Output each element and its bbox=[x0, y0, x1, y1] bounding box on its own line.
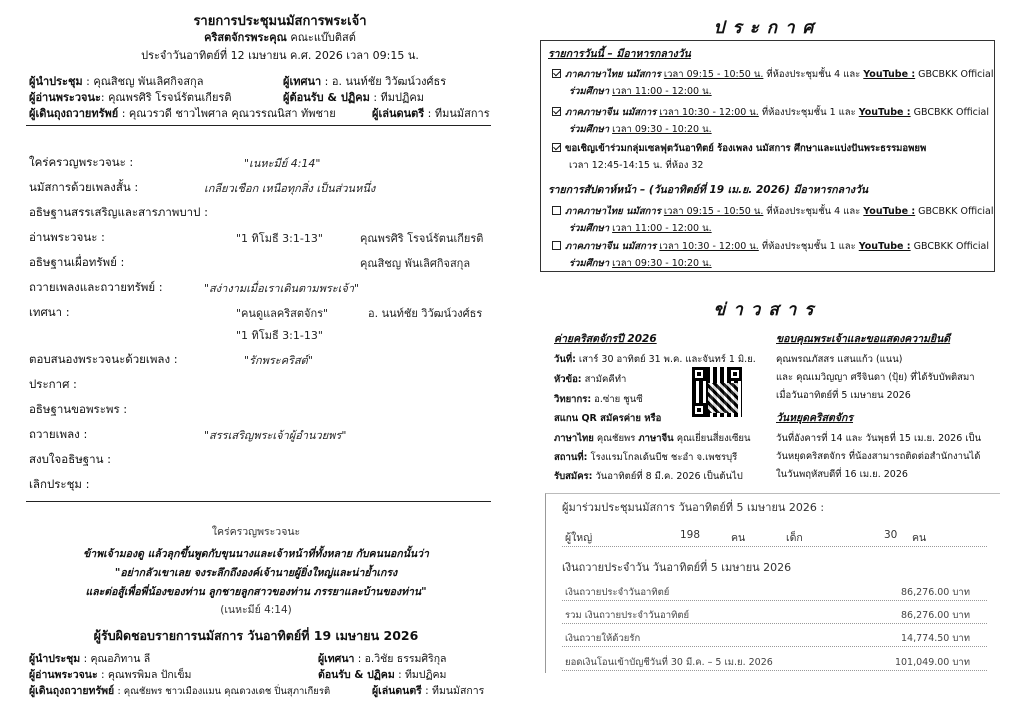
role-greeter-label: ผู้ต้อนรับ & ปฏิคม bbox=[283, 91, 370, 104]
role-reader-label: ผู้อ่านพระวจนะ bbox=[29, 91, 101, 104]
today-heading: รายการวันนี้ – มีอาหารกลางวัน bbox=[548, 48, 691, 60]
attendance-title: ผู้มาร่วมประชุมนมัสการ วันอาทิตย์ที่ 5 เมษายน 2026 : bbox=[562, 501, 825, 514]
next-leader-value: : คุณอภิทาน ลี bbox=[83, 653, 151, 665]
offering-row-value: 86,276.00 บาท bbox=[901, 587, 970, 598]
role-greeter-value: : ทีมปฏิคม bbox=[369, 91, 425, 104]
item-service: ภาคภาษาจีน นมัสการ bbox=[565, 241, 657, 252]
order-label: เลิกประชุม : bbox=[29, 477, 90, 491]
item-place: ที่ห้องประชุมชั้น 4 และ bbox=[763, 69, 864, 80]
bulletin-title: รายการประชุมนมัสการพระเจ้า bbox=[193, 14, 367, 29]
camp-venue-value: โรงแรมโกลเด้นบีช ชะอำ จ.เพชรบุรี bbox=[587, 452, 738, 463]
camp-topic-value: สามัคคีทำ bbox=[581, 374, 627, 385]
camp-contact bbox=[554, 431, 751, 446]
item-place: ที่ห้องประชุมชั้น 1 และ bbox=[758, 241, 859, 252]
camp-scan: สแกน QR สมัครค่าย หรือ bbox=[554, 413, 662, 424]
order-label: ตอบสนองพระวจนะด้วยเพลง : bbox=[29, 352, 178, 366]
study-label: ร่วมศึกษา bbox=[569, 258, 610, 269]
contact-chinese-value: คุณเยี่ยนสี่ยงเซียน bbox=[673, 433, 751, 444]
cell-invite-time: เวลา 12:45-14:15 น. ที่ห้อง 32 bbox=[569, 160, 704, 171]
thanks-line: และ คุณเมวิญญา ศรีจินดา (ปุ้ย) ที่ได้รับบัพติสมา bbox=[776, 372, 975, 383]
order-detail: "สง่างามเมื่อเราเดินตามพระเจ้า" bbox=[204, 282, 360, 295]
divider bbox=[562, 546, 987, 547]
adult-count: 198 bbox=[680, 529, 701, 541]
camp-date bbox=[554, 352, 756, 367]
offering-row-value: 101,049.00 บาท bbox=[894, 657, 970, 668]
item-service: ภาคภาษาไทย นมัสการ bbox=[565, 69, 661, 80]
camp-speaker bbox=[554, 392, 643, 407]
item-service: ภาคภาษาจีน นมัสการ bbox=[565, 107, 657, 118]
next-week-item-study bbox=[569, 256, 712, 271]
camp-topic bbox=[554, 372, 626, 387]
next-preacher-value: : อ.วิชัย ธรรมศิริกุล bbox=[357, 653, 447, 665]
camp-date-value: เสาร์ 30 อาทิตย์ 31 พ.ค. และจันทร์ 1 มิ.ย. bbox=[575, 354, 756, 365]
order-label: นมัสการด้วยเพลงสั้น : bbox=[29, 180, 139, 194]
role-music-value: : ทีมนมัสการ bbox=[424, 107, 490, 120]
role-leader-value: : คุณสิชญ พันเลิศกิจสกุล bbox=[82, 75, 204, 88]
qr-modules bbox=[708, 383, 738, 413]
youtube-link[interactable]: YouTube : bbox=[858, 107, 911, 118]
verse-line-2: "อย่ากลัวเขาเลย จงระลึกถึงองค์เจ้านายผู้ยิ่งใหญ่และน่าย้ำเกรง bbox=[114, 567, 398, 579]
child-count: 30 bbox=[884, 529, 898, 541]
order-detail: เกลียวเชือก เหนือทุกสิ่ง เป็นส่วนหนึ่ง bbox=[204, 182, 376, 195]
next-greeter bbox=[318, 666, 446, 683]
next-reader bbox=[29, 666, 191, 683]
news-title: ข่าวสาร bbox=[713, 300, 822, 320]
next-leader bbox=[29, 650, 150, 667]
role-offering-value: : คุณวรวดี ชาวไพศาล คุณวรรณนิสา ทัพชาย bbox=[118, 107, 336, 120]
study-time: เวลา 09:30 - 10:20 น. bbox=[612, 258, 712, 269]
next-week-heading: รายการสัปดาห์หน้า – (วันอาทิตย์ที่ 19 เม.ย. 2026) มีอาหารกลางวัน bbox=[548, 184, 869, 196]
contact-thai-value: คุณชัยพร bbox=[593, 433, 639, 444]
offering-row-value: 86,276.00 บาท bbox=[901, 610, 970, 621]
item-service: ภาคภาษาไทย นมัสการ bbox=[565, 206, 661, 217]
offering-row-label: รวม เงินถวายประจำวันอาทิตย์ bbox=[565, 610, 690, 621]
next-week-title: ผู้รับผิดชอบรายการนมัสการ วันอาทิตย์ที่ 19 เมษายน 2026 bbox=[93, 628, 419, 643]
church-name bbox=[0, 28, 560, 46]
holiday-line: วันที่อังคารที่ 14 และ วันพุธที่ 15 เม.ย. 2026 เป็น bbox=[776, 433, 982, 444]
holiday-line: วันหยุดคริสตจักร ที่น้องสามารถติดต่อสำนักงานได้ bbox=[776, 451, 981, 462]
child-label: เด็ก bbox=[786, 532, 803, 544]
order-label: ประกาศ : bbox=[29, 377, 77, 391]
adult-unit: คน bbox=[731, 532, 746, 544]
order-label: สงบใจอธิษฐาน : bbox=[29, 452, 111, 466]
thanks-line: คุณพรณภัสสร แสนแก้ว (แนน) bbox=[776, 354, 903, 365]
next-greeter-value: : ทีมปฏิคม bbox=[398, 669, 447, 681]
order-detail: "คนดูแลคริสตจักร" bbox=[236, 307, 329, 320]
camp-register-value: วันอาทิตย์ที่ 8 มี.ค. 2026 เป็นต้นไป bbox=[592, 471, 743, 482]
study-label: ร่วมศึกษา bbox=[569, 223, 610, 234]
contact-thai-label: ภาษาไทย bbox=[554, 433, 594, 444]
camp-heading: ค่ายคริสตจักรปี 2026 bbox=[554, 333, 657, 345]
order-person: คุณสิชญ พันเลิศกิจสกุล bbox=[360, 257, 471, 270]
thanks-heading: ขอบคุณพระเจ้าและขอแสดงความยินดี bbox=[776, 333, 951, 345]
camp-register-label: รับสมัคร: bbox=[554, 471, 593, 482]
youtube-link[interactable]: YouTube : bbox=[858, 241, 911, 252]
order-divider bbox=[26, 501, 491, 502]
role-leader-label: ผู้นำประชุม bbox=[29, 75, 83, 88]
order-detail: "เนหะมีย์ 4:14" bbox=[244, 157, 321, 170]
next-leader-label: ผู้นำประชุม bbox=[29, 653, 81, 665]
order-person: คุณพรศิริ โรจน์รัตนเกียรติ bbox=[360, 232, 484, 245]
item-channel: GBCBKK Official bbox=[910, 107, 989, 118]
announcements-title: ประกาศ bbox=[713, 18, 822, 38]
checkbox-empty-icon bbox=[552, 206, 561, 215]
next-preacher-label: ผู้เทศนา bbox=[318, 653, 355, 665]
next-music bbox=[372, 682, 484, 699]
offering-row-label: ยอดเงินโอนเข้าบัญชีวันที่ 30 มี.ค. – 5 เม.ย. 2026 bbox=[565, 657, 773, 668]
item-place: ที่ห้องประชุมชั้น 1 และ bbox=[758, 107, 859, 118]
camp-speaker-label: วิทยากร: bbox=[554, 394, 592, 405]
next-reader-value: : คุณพรพิมล ปักเข็ม bbox=[100, 669, 192, 681]
offering-title: เงินถวายประจำวัน วันอาทิตย์ที่ 5 เมษายน 2026 bbox=[562, 561, 792, 574]
study-label: ร่วมศึกษา bbox=[569, 124, 610, 135]
next-music-label: ผู้เล่นดนตรี bbox=[372, 685, 422, 697]
order-label: เทศนา : bbox=[29, 305, 70, 319]
thanks-line: เมื่อวันอาทิตย์ที่ 5 เมษายน 2026 bbox=[776, 390, 911, 401]
item-time: เวลา 09:15 - 10:50 น. bbox=[663, 206, 764, 217]
today-item bbox=[552, 105, 989, 120]
adult-label: ผู้ใหญ่ bbox=[565, 532, 593, 544]
qr-finder bbox=[692, 403, 706, 417]
checkbox-checked-icon bbox=[552, 107, 561, 116]
next-greeter-label: ต้อนรับ & ปฏิคม bbox=[318, 669, 395, 681]
checkbox-checked-icon bbox=[552, 143, 561, 152]
checkbox-empty-icon bbox=[552, 241, 561, 250]
next-offering bbox=[29, 682, 330, 699]
item-place: ที่ห้องประชุมชั้น 4 และ bbox=[763, 206, 864, 217]
camp-venue-label: สถานที่: bbox=[554, 452, 588, 463]
qr-code-icon[interactable] bbox=[692, 367, 742, 417]
verse-heading: ใคร่ครวญพระวจนะ bbox=[211, 526, 301, 538]
order-label: อธิษฐานเผื่อทรัพย์ : bbox=[29, 255, 125, 269]
today-item-study bbox=[569, 122, 712, 137]
order-label: อ่านพระวจนะ : bbox=[29, 230, 105, 244]
order-label: อธิษฐานขอพระพร : bbox=[29, 402, 128, 416]
study-time: เวลา 11:00 - 12:00 น. bbox=[612, 86, 712, 97]
holiday-heading: วันหยุดคริสตจักร bbox=[776, 412, 854, 424]
order-detail: "รักพระคริสต์" bbox=[244, 354, 313, 367]
header-divider bbox=[26, 125, 491, 126]
next-week-item bbox=[552, 204, 994, 219]
role-music bbox=[372, 104, 490, 122]
role-preacher-label: ผู้เทศนา bbox=[283, 75, 322, 88]
verse-line-3: และต่อสู้เพื่อพี่น้องของท่าน ลูกชายลูกสาวของท่าน ภรรยาและบ้านของท่าน" bbox=[85, 586, 427, 598]
holiday-line: ในวันพฤหัสบดีที่ 16 เม.ย. 2026 bbox=[776, 469, 908, 480]
camp-venue bbox=[554, 450, 737, 465]
order-detail: "สรรเสริญพระเจ้าผู้อำนวยพร" bbox=[204, 429, 347, 442]
camp-topic-label: หัวข้อ: bbox=[554, 374, 582, 385]
order-person: อ. นนท์ชัย วิวัฒน์วงศ์ธร bbox=[368, 307, 483, 320]
cell-invite bbox=[552, 141, 926, 156]
study-time: เวลา 11:00 - 12:00 น. bbox=[612, 223, 712, 234]
next-week-item-study bbox=[569, 221, 712, 236]
order-label: อธิษฐานสรรเสริญและสารภาพบาป : bbox=[29, 205, 208, 219]
item-channel: GBCBKK Official bbox=[915, 206, 994, 217]
today-item-study bbox=[569, 84, 712, 99]
item-channel: GBCBKK Official bbox=[910, 241, 989, 252]
divider bbox=[562, 646, 987, 647]
item-time: เวลา 10:30 - 12:00 น. bbox=[659, 241, 759, 252]
cell-invite-text: ขอเชิญเข้าร่วมกลุ่มเซลฟุตวันอาทิตย์ ร้องเพลง นมัสการ ศึกษาและแบ่งปันพระธรรมอพยพ bbox=[565, 143, 927, 154]
qr-finder bbox=[692, 367, 706, 381]
youtube-link[interactable]: YouTube : bbox=[863, 69, 916, 80]
next-reader-label: ผู้อ่านพระวจนะ bbox=[29, 669, 98, 681]
order-label: ถวายเพลงและถวายทรัพย์ : bbox=[29, 280, 163, 294]
item-time: เวลา 10:30 - 12:00 น. bbox=[659, 107, 759, 118]
item-channel: GBCBKK Official bbox=[915, 69, 994, 80]
camp-date-label: วันที่: bbox=[554, 354, 576, 365]
child-unit: คน bbox=[912, 532, 927, 544]
study-label: ร่วมศึกษา bbox=[569, 86, 610, 97]
role-music-label: ผู้เล่นดนตรี bbox=[372, 107, 425, 120]
offering-row-value: 14,774.50 บาท bbox=[901, 633, 970, 644]
church-name-bold: คริสตจักรพระคุณ bbox=[204, 31, 287, 44]
item-time: เวลา 09:15 - 10:50 น. bbox=[663, 69, 764, 80]
study-time: เวลา 09:30 - 10:20 น. bbox=[612, 124, 712, 135]
offering-row-label: เงินถวายให้ด้วยรัก bbox=[565, 633, 641, 644]
camp-speaker-value: อ.ซ่าย ชูนซี bbox=[591, 394, 643, 405]
order-label: ถวายเพลง : bbox=[29, 427, 88, 441]
contact-chinese-label: ภาษาจีน bbox=[638, 433, 674, 444]
next-week-item bbox=[552, 239, 989, 254]
order-detail: "1 ทิโมธี 3:1-13" bbox=[236, 329, 323, 342]
checkbox-checked-icon bbox=[552, 69, 561, 78]
next-offering-value: : คุณชัยพร ชาวเมืองแมน คุณดวงเดช ปิ่นสุภาเกียรติ bbox=[117, 686, 331, 697]
order-detail: "1 ทิโมธี 3:1-13" bbox=[236, 232, 323, 245]
qr-finder bbox=[728, 367, 742, 381]
verse-reference: (เนหะมีย์ 4:14) bbox=[220, 604, 292, 616]
next-music-value: : ทีมนมัสการ bbox=[425, 685, 485, 697]
service-date: ประจำวันอาทิตย์ที่ 12 เมษายน ค.ศ. 2026 เวลา 09:15 น. bbox=[141, 49, 419, 62]
divider bbox=[562, 670, 987, 671]
verse-line-1: ข้าพเจ้ามองดู แล้วลุกขึ้นพูดกับขุนนางและเจ้าหน้าที่ทั้งหลาย กับคนนอกนั้นว่า bbox=[83, 548, 429, 560]
offering-row-label: เงินถวายประจำวันอาทิตย์ bbox=[565, 587, 670, 598]
role-preacher-value: : อ. นนท์ชัย วิวัฒน์วงศ์ธร bbox=[321, 75, 447, 88]
next-preacher bbox=[318, 650, 447, 667]
youtube-link[interactable]: YouTube : bbox=[863, 206, 916, 217]
camp-register bbox=[554, 469, 743, 484]
church-name-rest: คณะแบ๊บติสต์ bbox=[286, 31, 356, 44]
divider bbox=[562, 623, 987, 624]
order-label: ใคร่ครวญพระวจนะ : bbox=[29, 155, 134, 169]
today-item bbox=[552, 67, 994, 82]
role-offering-label: ผู้เดินถุงถวายทรัพย์ bbox=[29, 107, 119, 120]
divider bbox=[562, 600, 987, 601]
next-offering-label: ผู้เดินถุงถวายทรัพย์ bbox=[29, 685, 115, 697]
role-reader-value: : คุณพรศิริ โรจน์รัตนเกียรติ bbox=[100, 91, 232, 104]
role-offering bbox=[29, 104, 336, 122]
